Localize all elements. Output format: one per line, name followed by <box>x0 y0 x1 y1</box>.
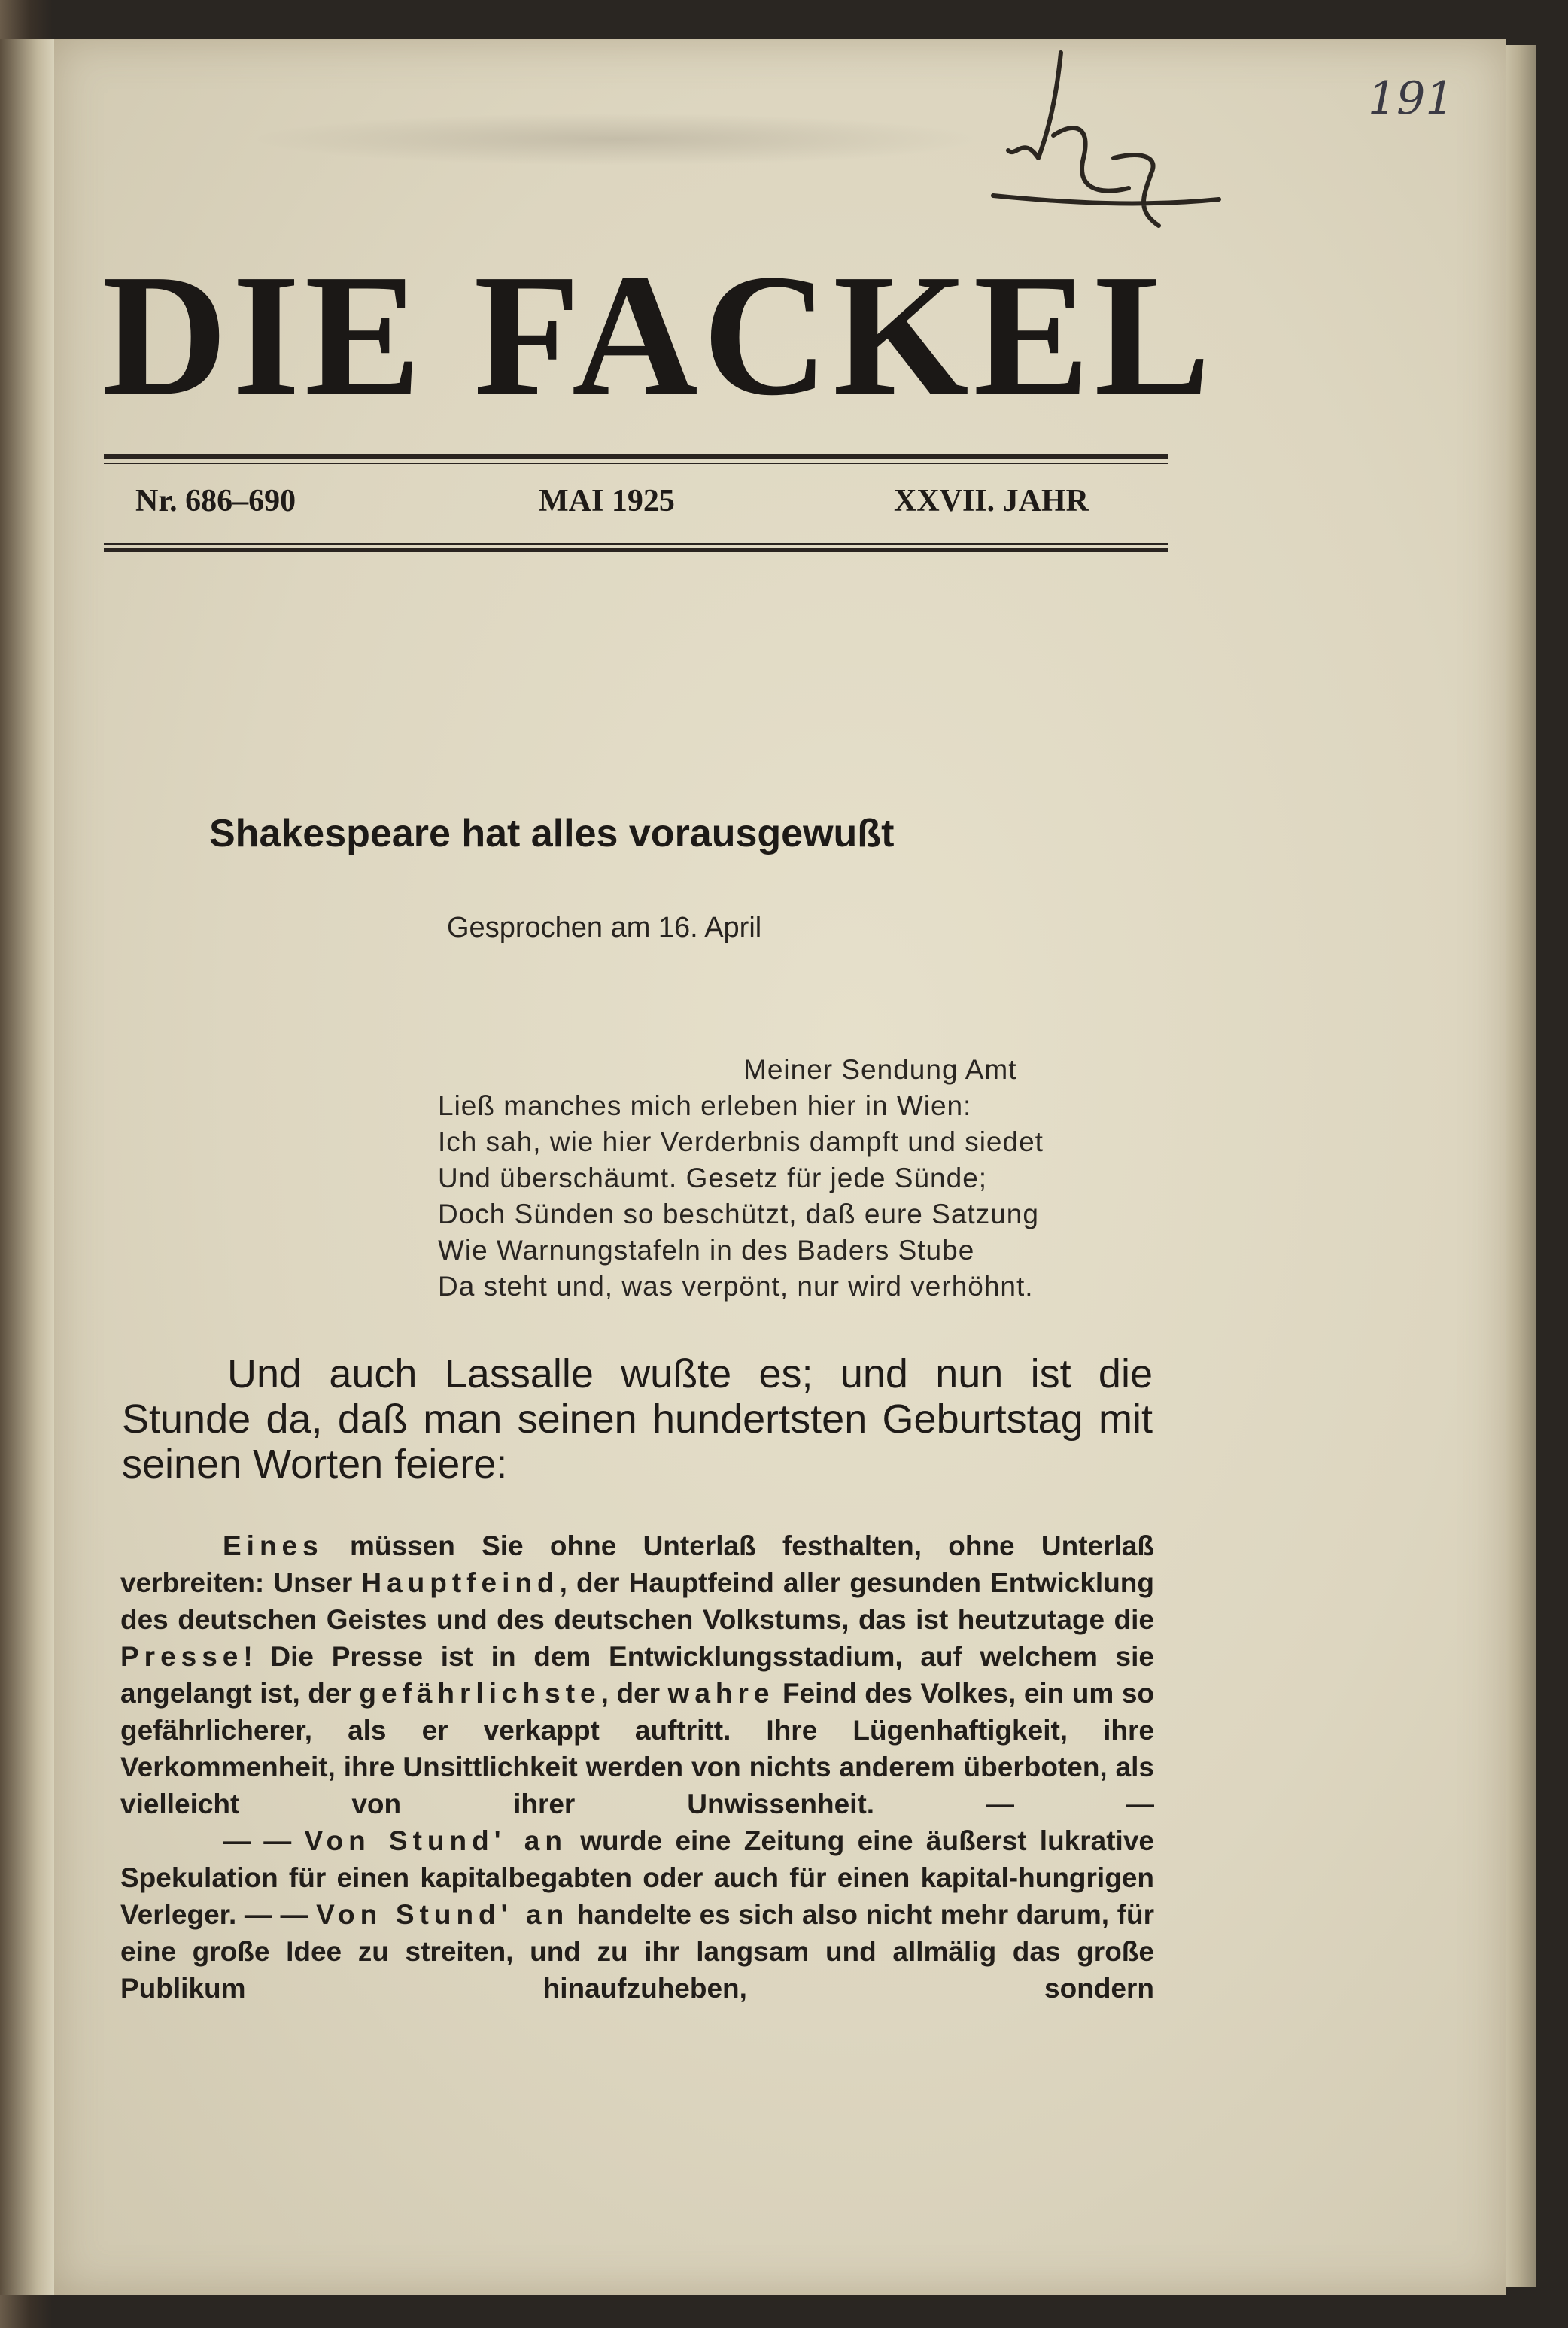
masthead-rule-bottom <box>104 548 1168 552</box>
poem-line: Doch Sünden so beschützt, daß eure Satzung <box>438 1199 1039 1229</box>
archive-page-number: 191 <box>1368 72 1454 125</box>
issue-date: MAI 1925 <box>539 484 675 518</box>
masthead-rule-top <box>104 454 1168 459</box>
spine-edge <box>0 39 54 2295</box>
poem-line: Und überschäumt. Gesetz für jede Sünde; <box>438 1162 988 1193</box>
poem-line: Ließ manches mich erleben hier in Wien: <box>438 1090 972 1121</box>
intro-text: Und auch Lassalle wußte es; und nun ist die Stunde da, daß man seinen hundertsten Geburtstag mit seinen Worten feiere: <box>122 1351 1153 1487</box>
masthead-title: DIE FACKEL <box>102 239 1216 432</box>
handwritten-mark-icon <box>978 45 1234 241</box>
issue-info-row <box>104 483 1168 528</box>
faded-stamp <box>248 113 986 166</box>
issue-number: Nr. 686–690 <box>135 484 296 518</box>
page-stack-edge <box>1506 45 1536 2287</box>
masthead-rule-bottom-thin <box>104 543 1168 545</box>
issue-year: XXVII. JAHR <box>894 484 1089 518</box>
intro-paragraph <box>122 1351 1153 1487</box>
poem-epigraph <box>438 1052 1190 1305</box>
poem-line: Ich sah, wie hier Verderbnis dampft und siedet <box>438 1126 1044 1157</box>
poem-line: Da steht und, was verpönt, nur wird verhöhnt. <box>438 1271 1034 1302</box>
article-title: Shakespeare hat alles vorausgewußt <box>209 812 895 856</box>
poem-line: Meiner Sendung Amt <box>743 1054 1017 1085</box>
handwritten-mark <box>978 45 1234 241</box>
article-subtitle: Gesprochen am 16. April <box>447 912 762 944</box>
poem-line: Wie Warnungstafeln in des Baders Stube <box>438 1235 975 1266</box>
quote-paragraph-1: Eines müssen Sie ohne Unterlaß festhalten, ohne Unterlaß verbreiten: Unser Hauptfeind, der Hauptfeind aller gesunden Entwicklung des deutschen Geistes und des deutschen Volkstums, das ist heutzutage die Presse! Die Presse ist in dem Entwicklungsstadium, auf welchem sie angelangt ist, der gefährlichste, der wahre Feind des Volkes, ein um so gefährlicherer, als er verkappt auftritt. Ihre Lügenhaftigkeit, ihre Verkommenheit, ihre Unsittlichkeit werden von nichts anderem überboten, als vielleicht von ihrer Unwissenheit. — — <box>120 1530 1154 1819</box>
masthead-rule-top-thin <box>104 463 1168 464</box>
quote-paragraph-2: — — Von Stund' an wurde eine Zeitung eine äußerst lukrative Spekulation für einen kapitalbegabten oder auch für einen kapital-hungrigen Verleger. — — Von Stund' an handelte es sich also nicht mehr darum, für eine große Idee zu streiten, und zu ihr langsam und allmälig das große Publikum hinaufzuheben, sondern <box>120 1825 1154 2004</box>
lassalle-quote <box>120 1527 1154 2007</box>
